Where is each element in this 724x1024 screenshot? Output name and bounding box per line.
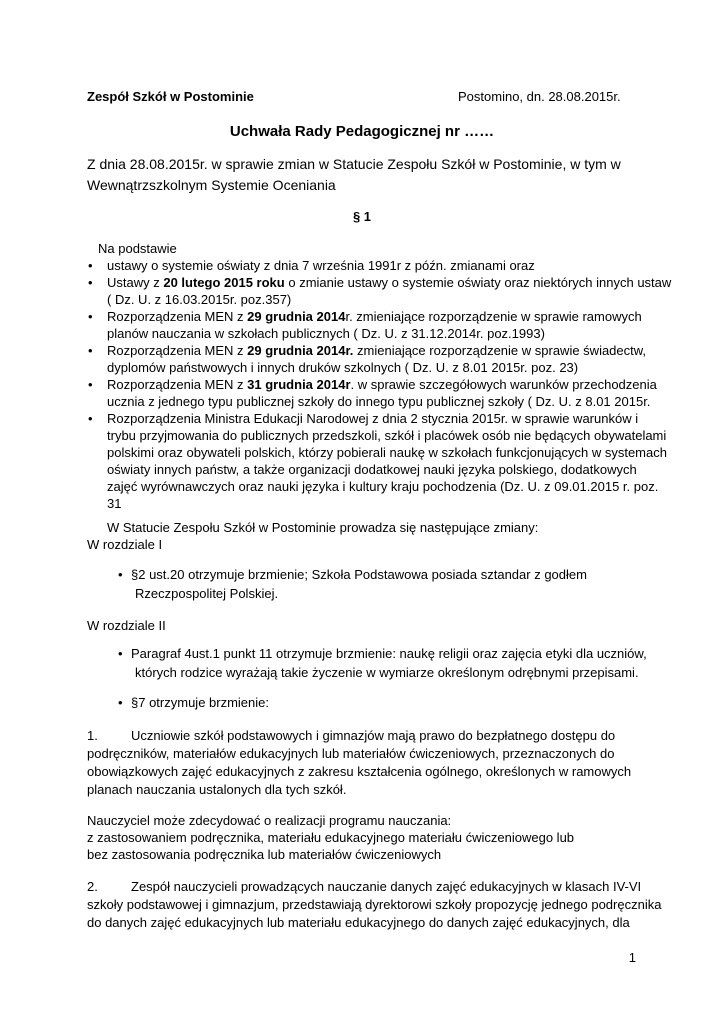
changes-intro: W Statucie Zespołu Szkół w Postominie prowadza się następujące zmiany: (107, 520, 539, 535)
basis-item-5-cont: ucznia z jednego typu publicznej szkoły do innego typu publicznej szkoły ( Dz. U. z 8.01 2015r. (107, 394, 651, 409)
basis-item-6: Rozporządzenia Ministra Edukacji Narodowej z dnia 2 stycznia 2015r. w sprawie warunków i (107, 411, 639, 426)
chapter-1-label: W rozdziale I (87, 537, 163, 552)
basis-item-6-cont: oświaty innych państw, a także organizacji dodatkowej nauki języka polskiego, dodatkowych (107, 462, 637, 477)
point-1-text: obowiązkowych zajęć edukacyjnych z zakresu kształcenia ogólnego, określonych w ramowych (87, 764, 632, 779)
document-title: Uchwała Rady Pedagogicznej nr …… (229, 123, 495, 140)
basis-label: Na podstawie (98, 241, 177, 256)
point-2-text: do danych zajęć edukacyjnych lub materiału edukacyjnego do danych zajęć edukacyjnych, dla (87, 915, 630, 930)
basis-item-1: ustawy o systemie oświaty z dnia 7 września 1991r z późn. zmianami oraz (107, 258, 535, 273)
bullet-icon: • (118, 567, 123, 582)
point-2-text: Zespół nauczycieli prowadzących nauczanie danych zajęć edukacyjnych w klasach IV-VI (131, 879, 642, 894)
basis-item-5: Rozporządzenia MEN z 31 grudnia 2014r. w sprawie szczegółowych warunków przechodzenia (107, 377, 657, 392)
point-2-number: 2. (87, 879, 98, 894)
basis-item-2-cont: ( Dz. U. z 16.03.2015r. poz.357) (107, 292, 292, 307)
point-1-text: planach nauczania ustalonych dla tych szkół. (87, 782, 347, 797)
bullet-icon: • (88, 309, 93, 324)
basis-item-4: Rozporządzenia MEN z 29 grudnia 2014r. zmieniające rozporządzenie w sprawie świadectw, (107, 343, 647, 358)
bullet-icon: • (118, 695, 123, 710)
basis-item-6-cont: 31 (107, 496, 122, 511)
basis-item-3: Rozporządzenia MEN z 29 grudnia 2014r. zmieniające rozporządzenie w sprawie ramowych (107, 309, 642, 324)
teacher-text: bez zastosowania podręcznika lub materiałów ćwiczeniowych (87, 847, 442, 862)
point-1-text: Uczniowie szkół podstawowych i gimnazjów mają prawo do bezpłatnego dostępu do (131, 728, 616, 743)
chapter-2-item-2: §7 otrzymuje brzmienie: (131, 695, 269, 710)
point-2-text: szkoły podstawowej i gimnazjum, przedstawiają dyrektorowi szkoły propozycję jednego podręcznika (87, 897, 662, 912)
teacher-text: Nauczyciel może zdecydować o realizacji programu nauczania: (87, 813, 452, 828)
teacher-text: z zastosowaniem podręcznika, materiału edukacyjnego materiału ćwiczeniowego lub (87, 830, 575, 845)
chapter-2-item-1: Paragraf 4ust.1 punkt 11 otrzymuje brzmienie: naukę religii oraz zajęcia etyki dla uczniów, (131, 646, 647, 661)
bullet-icon: • (118, 646, 123, 661)
page-number: 1 (628, 950, 636, 965)
point-1-text: podręczników, materiałów edukacyjnych lub materiałów ćwiczeniowych, przeznaczonych do (87, 746, 615, 761)
basis-item-6-cont: trybu przyjmowania do publicznych przedszkoli, szkół i placówek osób nie będących obywatelami (107, 428, 667, 443)
chapter-2-item-1-cont: których rodzice wyrażają takie życzenie w wymiarze określonym odrębnymi przepisami. (135, 665, 639, 680)
school-name: Zespół Szkół w Postominie (87, 89, 254, 104)
chapter-2-label: W rozdziale II (87, 618, 166, 633)
bullet-icon: • (88, 377, 93, 392)
basis-item-6-cont: polskimi oraz obywateli polskich, którzy pobierali naukę w szkołach funkcjonujących w systemach (107, 445, 667, 460)
basis-item-3-cont: planów nauczania w szkołach publicznych ( Dz. U. z 31.12.2014r. poz.1993) (107, 326, 545, 341)
intro-line-1: Z dnia 28.08.2015r. w sprawie zmian w Statucie Zespołu Szkół w Postominie, w tym w (87, 156, 621, 172)
bullet-icon: • (88, 275, 93, 290)
basis-item-2: Ustawy z 20 lutego 2015 roku o zmianie ustawy o systemie oświaty oraz niektórych innych ustaw (107, 275, 672, 290)
section-mark: § 1 (352, 209, 372, 224)
chapter-1-item-cont: Rzeczpospolitej Polskiej. (135, 586, 279, 601)
point-1-number: 1. (87, 728, 98, 743)
chapter-1-item: §2 ust.20 otrzymuje brzmienie; Szkoła Podstawowa posiada sztandar z godłem (131, 567, 587, 582)
bullet-icon: • (88, 258, 93, 273)
basis-item-6-cont: zajęć wyrównawczych oraz nauki języka i kultury kraju pochodzenia (Dz. U. z 09.01.2015 r. poz. (107, 479, 659, 494)
bullet-icon: • (88, 343, 93, 358)
basis-item-4-cont: dyplomów państwowych i innych druków szkolnych ( Dz. U. z 8.01 2015r. poz. 23) (107, 360, 579, 375)
bullet-icon: • (88, 411, 93, 426)
place-date: Postomino, dn. 28.08.2015r. (458, 89, 621, 104)
intro-line-2: Wewnątrzszkolnym Systemie Oceniania (87, 177, 336, 193)
